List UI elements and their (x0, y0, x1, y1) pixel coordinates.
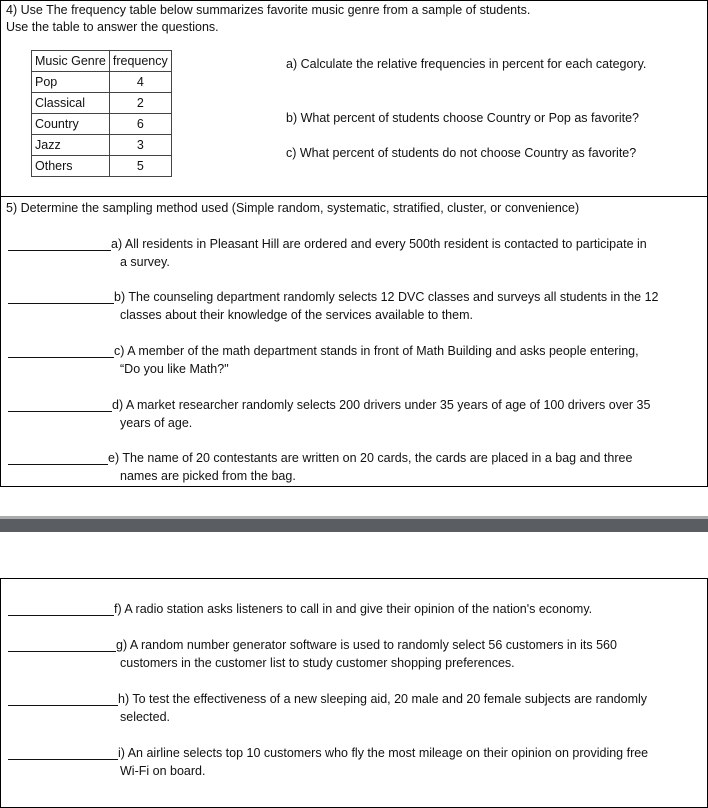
question-4a: a) Calculate the relative frequencies in percent for each category. (286, 57, 647, 71)
answer-blank-i[interactable] (8, 759, 118, 760)
item-c-line2: “Do you like Math?" (120, 362, 229, 376)
table-row (32, 93, 172, 114)
frequency-cell: 6 (109, 114, 171, 135)
table-row (32, 114, 172, 135)
answer-blank-h[interactable] (8, 705, 118, 706)
item-d-line1: d) A market researcher randomly selects 200 drivers under 35 years of age of 100 drivers over 35 (112, 398, 651, 412)
item-f-line1: f) A radio station asks listeners to call in and give their opinion of the nation's economy. (114, 602, 593, 616)
answer-blank-g[interactable] (8, 651, 116, 652)
question-4b: b) What percent of students choose Country or Pop as favorite? (286, 111, 639, 125)
frequency-table (31, 50, 172, 177)
question-5-heading: 5) Determine the sampling method used (Simple random, systematic, stratified, cluster, or convenience) (6, 201, 580, 215)
item-e-line1: e) The name of 20 contestants are written on 20 cards, the cards are placed in a bag and three (108, 451, 633, 465)
table-header-row (32, 51, 172, 72)
frequency-cell: 4 (109, 72, 171, 93)
answer-blank-b[interactable] (8, 303, 114, 304)
item-b-line1: b) The counseling department randomly selects 12 DVC classes and surveys all students in the 12 (114, 290, 659, 304)
item-b-line2: classes about their knowledge of the services available to them. (120, 308, 473, 322)
answer-blank-f[interactable] (8, 615, 114, 616)
frequency-cell: 5 (109, 156, 171, 177)
genre-cell: Country (32, 114, 110, 135)
answer-blank-c[interactable] (8, 357, 114, 358)
frequency-cell: 2 (109, 93, 171, 114)
item-h-line1: h) To test the effectiveness of a new sleeping aid, 20 male and 20 female subjects are randomly (118, 692, 648, 706)
item-d-line2: years of age. (120, 416, 193, 430)
item-i-line1: i) An airline selects top 10 customers who fly the most mileage on their opinion on providing free (118, 746, 649, 760)
genre-cell: Pop (32, 72, 110, 93)
item-c-line1: c) A member of the math department stands in front of Math Building and asks people entering, (114, 344, 639, 358)
genre-cell: Classical (32, 93, 110, 114)
question-4-intro: 4) Use The frequency table below summarizes favorite music genre from a sample of students. (6, 3, 531, 17)
item-g-line2: customers in the customer list to study customer shopping preferences. (120, 656, 515, 670)
table-header-genre: Music Genre (32, 51, 110, 72)
genre-cell: Jazz (32, 135, 110, 156)
item-h-line2: selected. (120, 710, 171, 724)
genre-cell: Others (32, 156, 110, 177)
answer-blank-a[interactable] (8, 250, 111, 251)
item-e-line2: names are picked from the bag. (120, 469, 296, 483)
table-row (32, 72, 172, 93)
item-i-line2: Wi-Fi on board. (120, 764, 206, 778)
answer-blank-d[interactable] (8, 411, 112, 412)
frequency-cell: 3 (109, 135, 171, 156)
page-divider (0, 519, 708, 532)
table-row (32, 135, 172, 156)
item-a-line2: a survey. (120, 255, 170, 269)
table-header-frequency: frequency (109, 51, 171, 72)
question-4c: c) What percent of students do not choose Country as favorite? (286, 146, 637, 160)
item-a-line1: a) All residents in Pleasant Hill are ordered and every 500th resident is contacted to participate in (111, 237, 647, 251)
answer-blank-e[interactable] (8, 464, 108, 465)
item-g-line1: g) A random number generator software is used to randomly select 56 customers in its 560 (116, 638, 617, 652)
question-4-intro-2: Use the table to answer the questions. (6, 20, 219, 34)
table-row (32, 156, 172, 177)
